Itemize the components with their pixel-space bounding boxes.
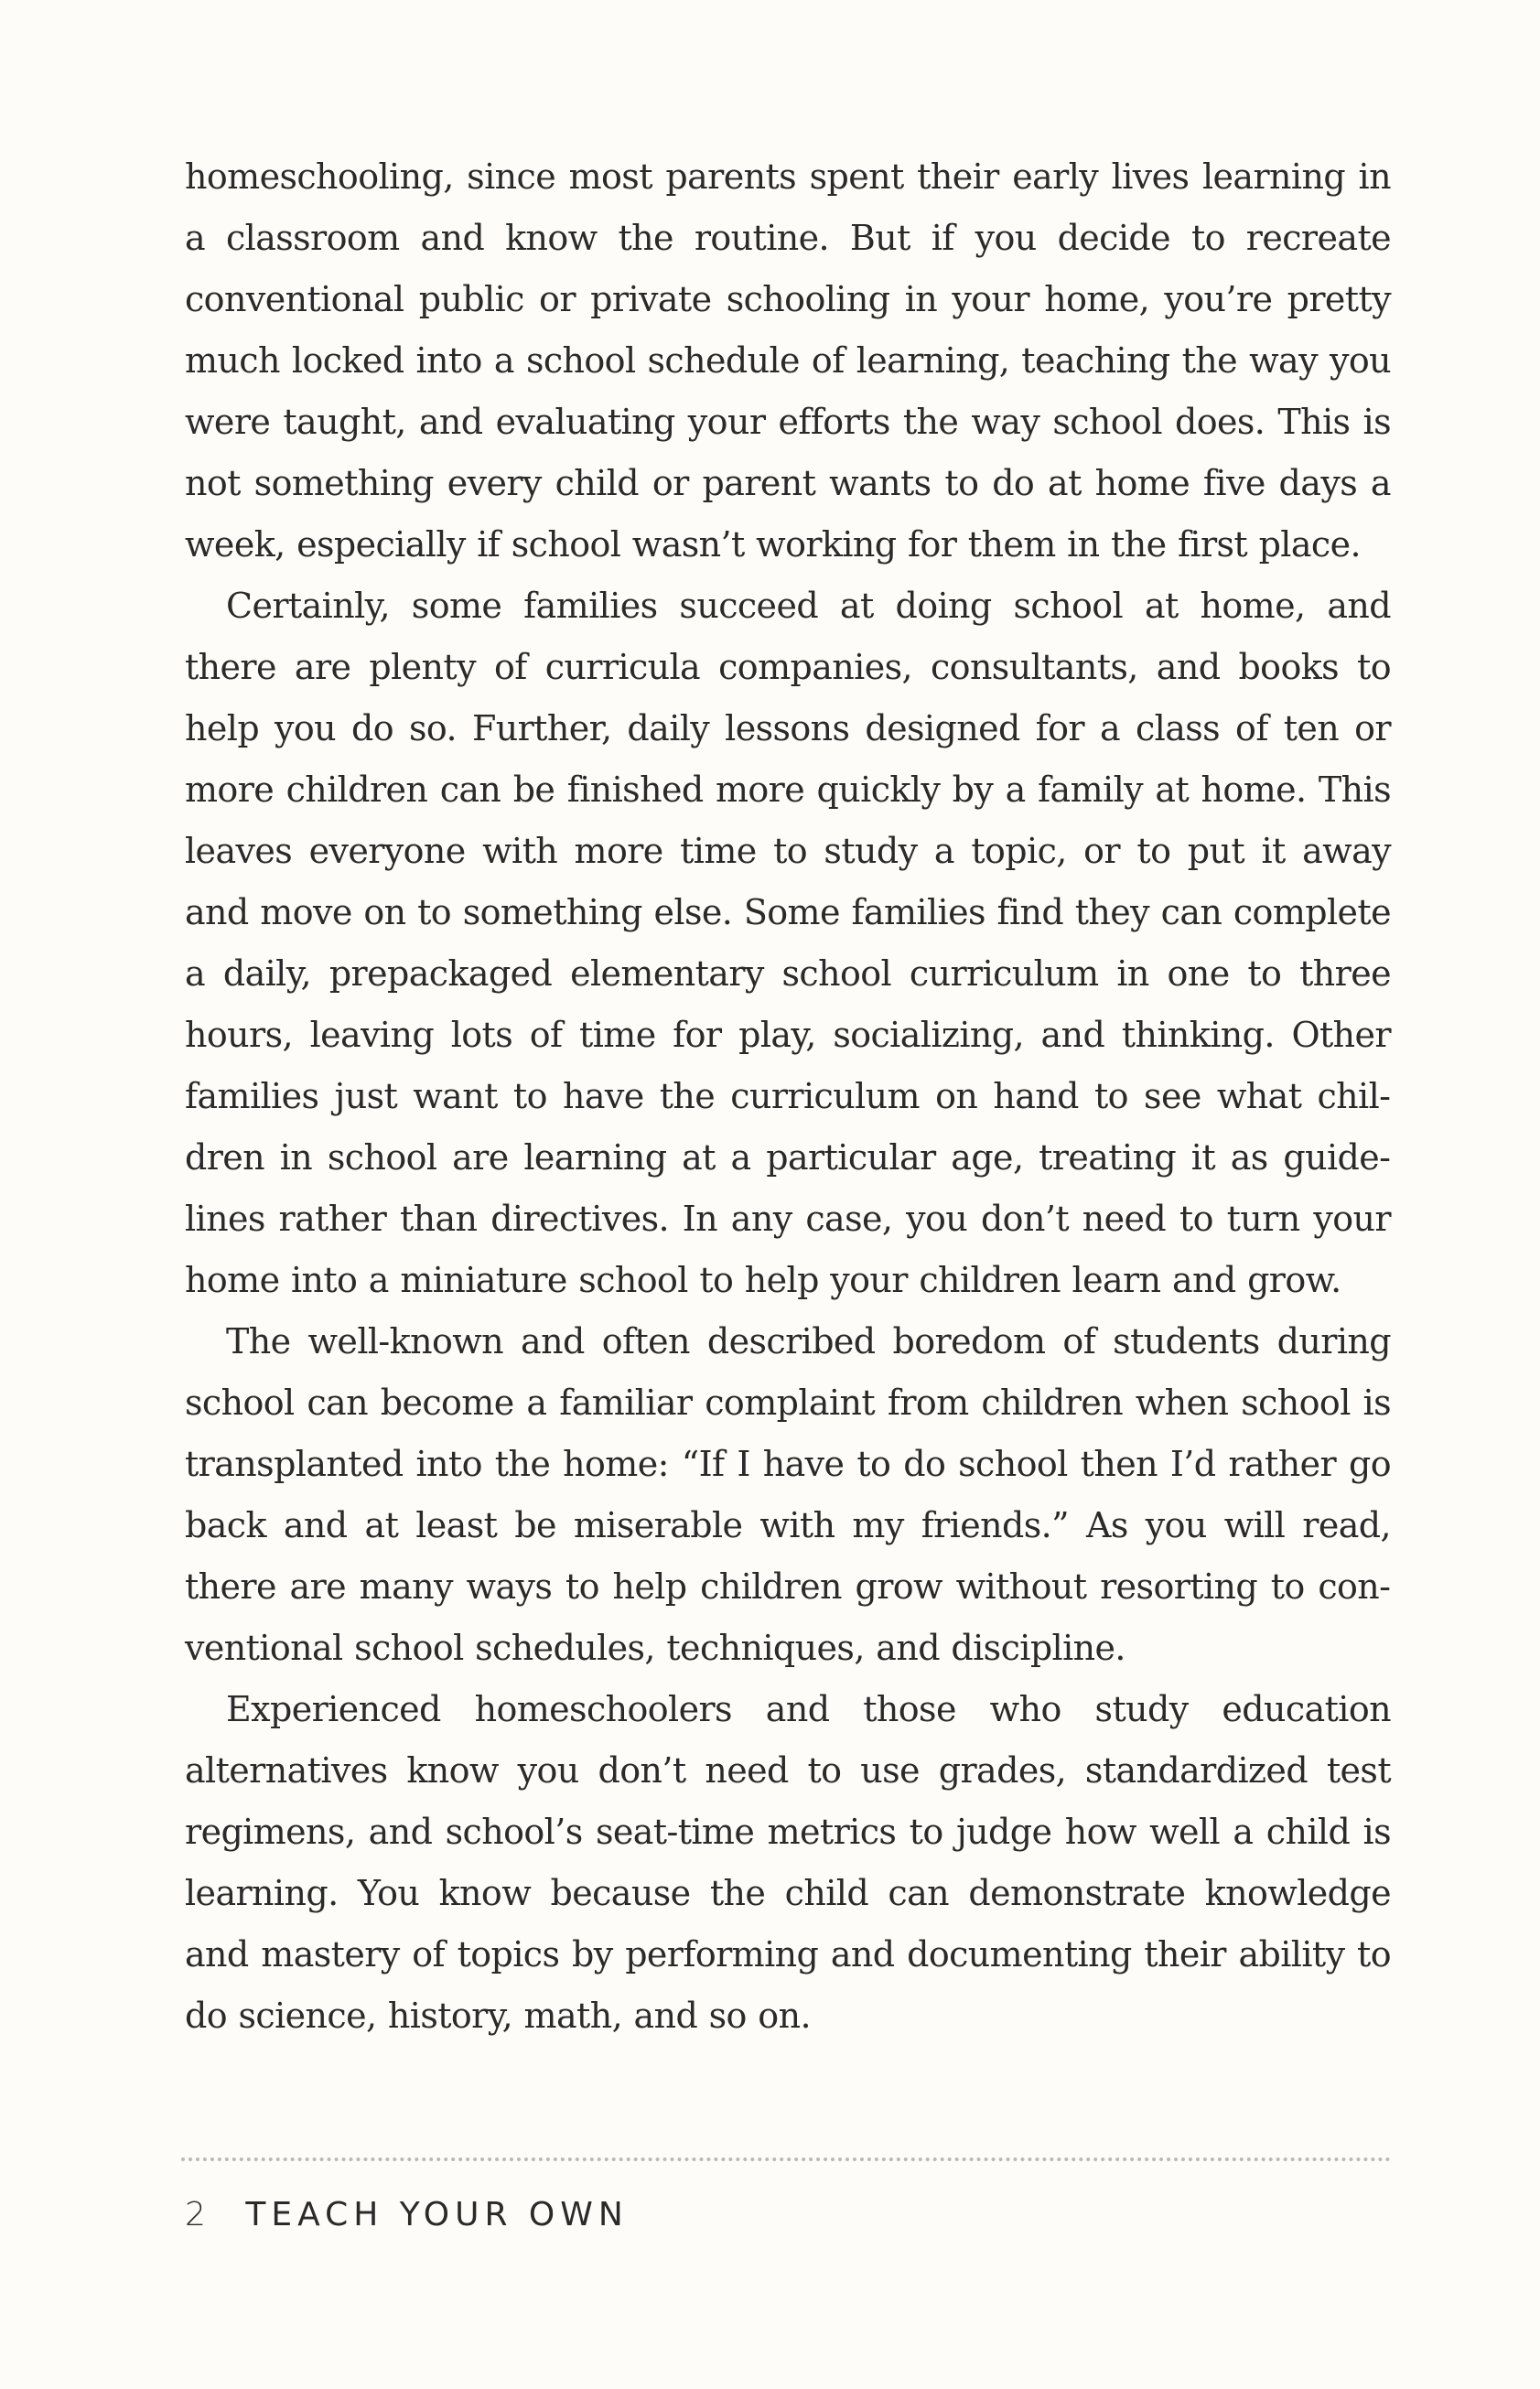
page-number: 2 xyxy=(185,2196,206,2233)
running-head: TEACH YOUR OWN xyxy=(245,2196,629,2233)
paragraph-2: Certainly, some families succeed at doing school at home, and there are plenty of curricula companies, consultants, and books to help you do so. Further, daily lessons designed for a class of ten or more children can be finished more quickly by a family at home. This leaves everyone with more time to study a topic, or to put it away and move on to something else. Some families find they can complete a daily, prepackaged elementary school curriculum in one to three hours, leaving lots of time for play, socializing, and thinking. Other families just want to have the curriculum on hand to see what children in school are learning at a particular age, treating it as guidelines rather than directives. In any case, you don’t need to turn your home into a miniature school to help your children learn and grow. xyxy=(185,586,1391,1300)
footer-divider xyxy=(181,2158,1391,2161)
paragraph-3: The well-known and often described boredom of students during school can become a familiar complaint from children when school is transplanted into the home: “If I have to do school then I’d rather go back and at least be miserable with my friends.” As you will read, there are many ways to help children grow without resorting to conventional school schedules, techniques, and discipline. xyxy=(185,1321,1391,1668)
paragraph-1: homeschooling, since most parents spent their early lives learning in a classroom and know the routine. But if you decide to recreate conventional public or private schooling in your home, you’re pretty much locked into a school schedule of learning, teaching the way you were taught, and evaluating your efforts the way school does. This is not something every child or parent wants to do at home five days a week, especially if school wasn’t working for them in the first place. xyxy=(185,156,1391,565)
page-footer xyxy=(185,2196,629,2233)
page-body xyxy=(185,146,1391,2047)
paragraph-4: Experienced homeschoolers and those who study education alternatives know you don’t need to use grades, standardized test regimens, and school’s seat-time metrics to judge how well a child is learning. You know because the child can demonstrate knowledge and mastery of topics by performing and documenting their ability to do science, history, math, and so on. xyxy=(185,1689,1391,2036)
